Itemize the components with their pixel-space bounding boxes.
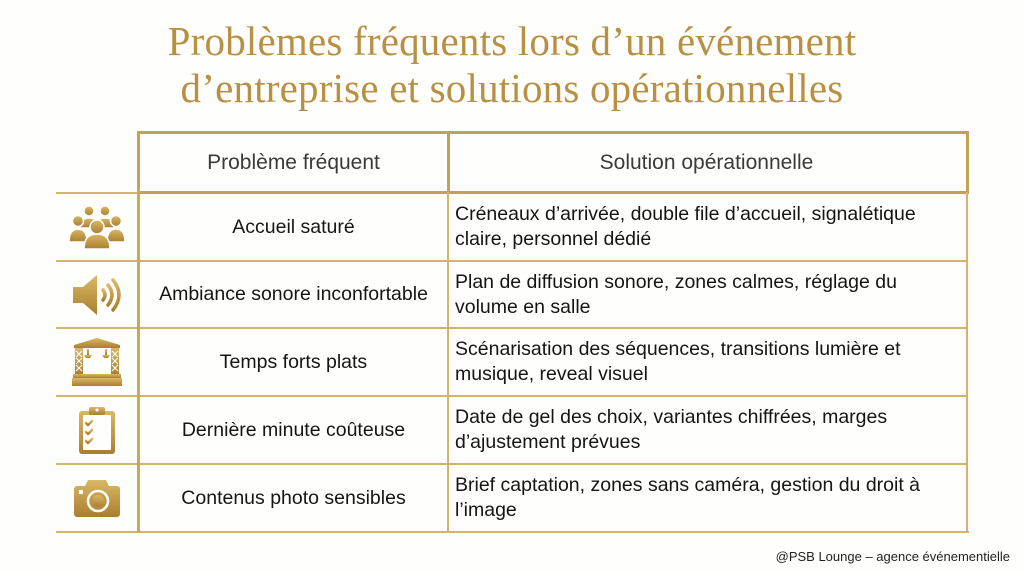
people-group-icon	[64, 194, 130, 260]
camera-icon	[64, 465, 130, 531]
solution-cell: Plan de diffusion sonore, zones calmes, réglage du volume en salle	[455, 270, 897, 318]
page-title	[0, 18, 1024, 112]
title-line-2: d’entreprise et solutions opérationnelles	[180, 65, 844, 111]
speaker-sound-icon	[64, 262, 130, 327]
header-solution: Solution opérationnelle	[599, 150, 814, 174]
table-right-border	[966, 192, 968, 533]
stage-truss-icon	[64, 329, 130, 395]
column-divider	[447, 192, 449, 532]
solution-cell: Date de gel des choix, variantes chiffrées, marges d’ajustement prévues	[455, 406, 888, 453]
solution-cell: Créneaux d’arrivée, double file d’accueil, signalétique claire, personnel dédié	[455, 203, 916, 250]
solution-cell: Brief captation, zones sans caméra, gestion du droit à l’image	[455, 474, 921, 521]
footer-credit: @PSB Lounge – agence événementielle	[775, 549, 1010, 564]
solution-cell: Scénarisation des séquences, transitions lumière et musique, reveal visuel	[455, 338, 901, 385]
problem-cell: Dernière minute coûteuse	[181, 418, 406, 441]
header-problem: Problème fréquent	[207, 150, 380, 174]
title-line-1: Problèmes fréquents lors d’un événement	[167, 18, 857, 64]
problem-cell: Ambiance sonore inconfortable	[159, 283, 428, 305]
problem-cell: Contenus photo sensibles	[181, 486, 406, 509]
table-bottom-border	[56, 531, 969, 533]
problem-cell: Accueil saturé	[232, 215, 355, 238]
clipboard-checklist-icon	[64, 397, 130, 463]
problem-cell: Temps forts plats	[219, 350, 368, 373]
